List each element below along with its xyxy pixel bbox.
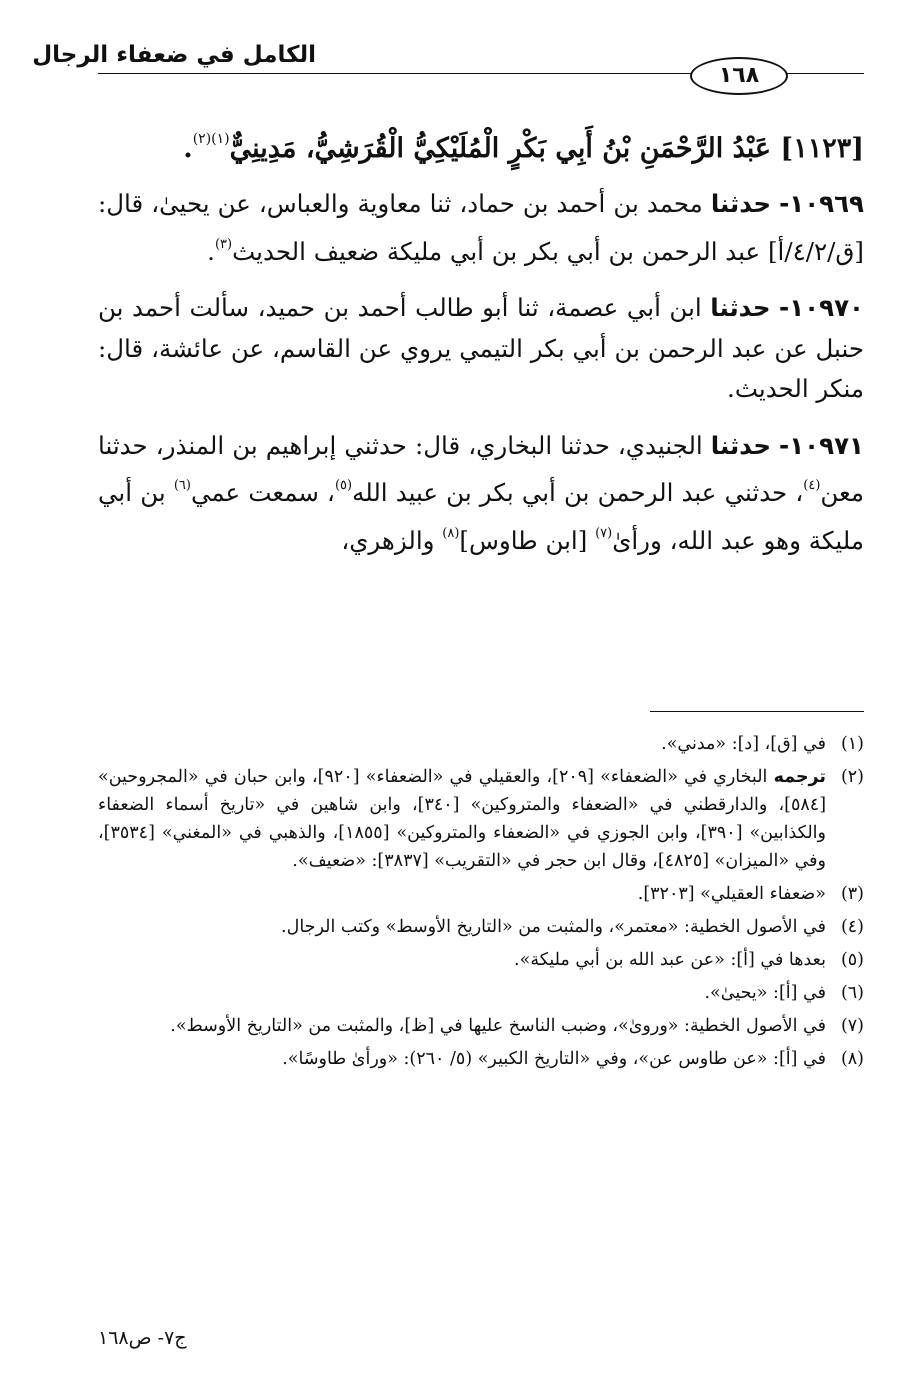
hadith-text: الجنيدي، حدثنا البخاري، قال: حدثني إبراهيم بن المنذر، حدثنا معن xyxy=(98,430,864,507)
footnote-text: في [ق]، [د]: «مدني». xyxy=(661,734,826,754)
footnote-text: في [أ]: «يحيىٰ». xyxy=(704,983,826,1003)
footnote-number: (١) xyxy=(840,734,864,754)
hadith-text: [ابن طاوس] xyxy=(459,525,596,555)
page-number-badge: ١٦٨ xyxy=(690,57,788,95)
hadith-keyword: حدثنا xyxy=(710,293,771,322)
entry-heading-footnote-marks: (١)(٢) xyxy=(192,131,230,147)
footnote-number: (٨) xyxy=(840,1049,864,1069)
hadith-number: ١٠٩٧١- xyxy=(779,430,864,460)
footnote-marker: (٧) xyxy=(595,525,613,541)
footnote-number: (٥) xyxy=(840,950,864,970)
footnote-text: «ضعفاء العقيلي» [٣٢٠٣]. xyxy=(637,884,826,904)
hadith-keyword: حدثنا xyxy=(710,430,771,460)
footnote-3 xyxy=(98,880,864,908)
footnote-marker: (٨) xyxy=(442,525,460,541)
hadith-number: ١٠٩٦٩- xyxy=(779,189,865,218)
entry-heading-text: [١١٢٣] عَبْدُ الرَّحْمَنِ بْنُ أَبِي بَكْرٍ الْمُلَيْكِيُّ الْقُرَشِيُّ، مَدِينِيٌّ xyxy=(229,133,864,164)
hadith-text: ابن أبي عصمة، ثنا أبو طالب أحمد بن حميد، سألت أحمد بن حنبل عن عبد الرحمن بن أبي بكر التيمي يروي عن القاسم، عن عائشة، قال: منكر الحديث. xyxy=(98,293,864,403)
footnote-5 xyxy=(98,946,864,974)
footnote-text: في الأصول الخطية: «معتمر»، والمثبت من «التاريخ الأوسط» وكتب الرجال. xyxy=(281,917,826,937)
running-title: الكامل في ضعفاء الرجال xyxy=(32,42,316,68)
footnote-8 xyxy=(98,1045,864,1073)
footnote-number: (٦) xyxy=(840,983,864,1003)
entry-heading xyxy=(183,118,864,170)
footnote-marker: (٤) xyxy=(803,478,821,493)
footnote-text: بعدها في [أ]: «عن عبد الله بن أبي مليكة». xyxy=(514,950,826,970)
main-text xyxy=(98,184,864,577)
hadith-10970 xyxy=(98,288,864,410)
hadith-text: والزهري، xyxy=(341,525,443,555)
footnote-text: في الأصول الخطية: «وروىٰ»، وضبب الناسخ عليها في [ظ]، والمثبت من «التاريخ الأوسط». xyxy=(170,1016,826,1036)
hadith-number: ١٠٩٧٠- xyxy=(779,293,864,322)
footnote-marker: (٥) xyxy=(334,478,353,493)
hadith-text: ، حدثني عبد الرحمن بن أبي بكر بن عبيد الله xyxy=(352,478,804,507)
footnote-number: (٤) xyxy=(840,917,864,937)
footnote-marker: (٦) xyxy=(173,478,191,493)
footnote-1 xyxy=(98,730,864,758)
entry-heading-end: . xyxy=(183,133,193,164)
hadith-text: بن أبي مليكة وهو عبد الله، ورأىٰ xyxy=(98,478,864,555)
footnote-marker: (٣) xyxy=(214,236,233,252)
hadith-keyword: حدثنا xyxy=(710,189,772,218)
footnote-number: (٣) xyxy=(840,884,864,904)
volume-page-reference: ج٧- ص١٦٨ xyxy=(98,1327,187,1349)
hadith-10969 xyxy=(98,184,864,272)
hadith-10971 xyxy=(98,426,864,562)
footnote-2 xyxy=(98,763,864,875)
hadith-text: ، سمعت عمي xyxy=(190,478,335,507)
footnote-7 xyxy=(98,1012,864,1040)
footnote-text: البخاري في «الضعفاء» [٢٠٩]، والعقيلي في «الضعفاء» [٩٢٠]، وابن حبان في «المجروحين» [٥٨٤]، والدارقطني في «الضعفاء والمتروكين» [٣٤٠]، وابن شاهين في «تاريخ أسماء الضعفاء والكذابين» [٣٩٠]، وابن الجوزي في «الضعفاء والمتروكين» [١٨٥٥]، والذهبي في «المغني» [٣٥٣٤]، وفي «الميزان» [٤٨٢٥]، وقال ابن حجر في «التقريب» [٣٨٣٧]: «ضعيف». xyxy=(98,767,827,871)
footnote-divider xyxy=(650,711,864,712)
footnote-number: (٢) xyxy=(840,767,864,787)
footnote-6 xyxy=(98,979,864,1007)
hadith-text: . xyxy=(207,236,215,266)
footnote-text: في [أ]: «عن طاوس عن»، وفي «التاريخ الكبير» (٥/ ٢٦٠): «ورأىٰ طاوسًا». xyxy=(282,1049,826,1069)
hadith-text: محمد بن أحمد بن حماد، ثنا معاوية والعباس، عن يحيىٰ، قال: [ق/٤/٢/أ] عبد الرحمن بن أبي بكر بن أبي مليكة ضعيف الحديث xyxy=(98,189,864,266)
footnotes xyxy=(98,730,864,1078)
footnote-keyword: ترجمه xyxy=(773,767,827,787)
footnote-number: (٧) xyxy=(840,1016,864,1036)
footnote-4 xyxy=(98,913,864,941)
